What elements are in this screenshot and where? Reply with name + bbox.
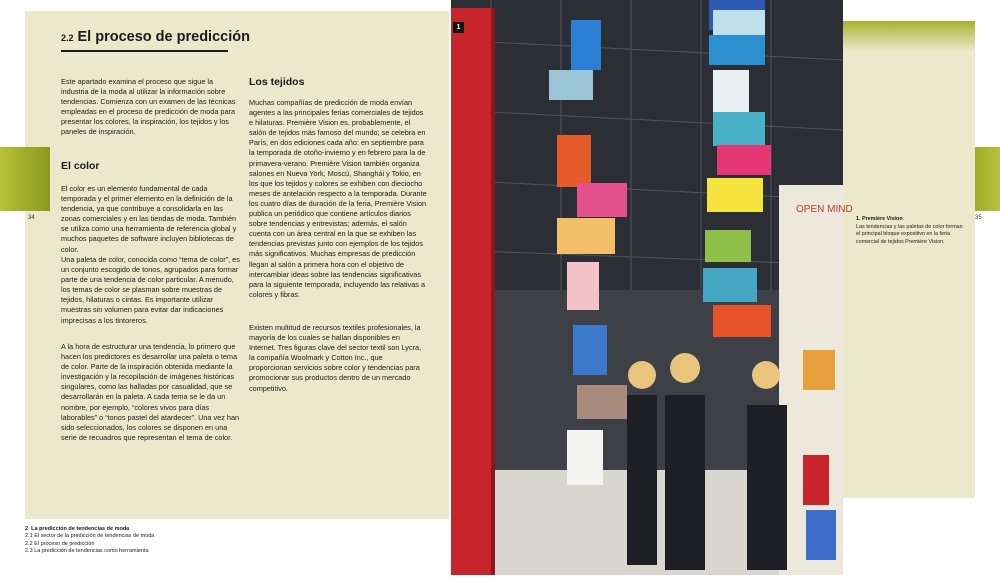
page-number-left: 34 [28,215,35,221]
title-underline [61,50,228,52]
toc-item[interactable] [25,541,188,548]
toc-item-number: 2.3 [25,548,33,555]
intro-paragraph: Este apartado examina el proceso que sigue la industria de la moda al utilizar la información sobre tendencias. Comienza con un examen de las técnicas empleadas en el proceso de predicción de moda para presentar los colores, la inspiración, los tejidos y los paneles de inspiración. [61,77,236,137]
right-page-background [843,21,975,498]
section-title-text: El proceso de predicción [77,29,250,45]
toc-item-label: La predicción de tendencias como herramienta [34,548,149,555]
figure-number: 1 [453,22,464,33]
color-paragraph-3: A la hora de estructurar una tendencia, lo primero que hacen los predictores es desarrollar una paleta o tema de color. Parte de la inspiración obtenida mediante la investigación y la recopilación de imágenes históricas singulares, como las halladas por casualidad, que se desarrollarán en la paleta. A cada tema se le da un nombre, por ejemplo, “colores vivos para días laborables” o “tonos pastel del atardecer”. Una vez han sido seleccionados, los colores se disponen en una serie de recuadros que representan el tema de color. [61,342,240,442]
section-title [61,29,250,45]
toc-item[interactable] [25,533,188,540]
toc-item-label: El proceso de predicción [34,540,95,547]
toc-item[interactable] [25,548,188,555]
toc-item-number: 2 [25,526,29,532]
toc-item-label: La predicción de tendencias de moda [31,526,130,532]
left-green-band [0,147,50,211]
heading-el-color: El color [61,160,100,172]
page-number-right: 35 [975,215,982,221]
color-paragraph-2: Una paleta de color, conocida como “tema de color”, es un conjunto escogido de tonos, agrupados para formar parte de una tendencia de color particular. A menudo, los temas de color se plasman sobre muestras de tejidos, hilaturas o cintas. Es importante utilizar muestras sin volumen para evitar dar indicaciones imprecisas a los tintoreros. [61,255,240,325]
toc-item-label: El sector de la predicción de tendencias de moda [34,533,155,540]
caption-text: Las tendencias y las paletas de color forman el principal bloque expositivo en la feria comercial de tejidos Première Vision. [856,223,963,245]
open-mind-sign: OPEN MIND [796,204,853,215]
section-number: 2.2 [61,33,74,43]
heading-los-tejidos: Los tejidos [249,76,305,88]
trade-fair-photo [451,0,853,575]
toc-item[interactable] [25,526,188,533]
tejidos-paragraph-2: Existen multitud de recursos textiles profesionales, la mayoría de los cuales se hallan disponibles en Internet. Tres figuras clave del sector textil son Lycra, la compañía Woolmark y Cotton Inc., que proporcionan servicios sobre color y tendencias para promocionar sus productos dentro de un mercado competitivo. [249,323,422,393]
right-green-strip [843,21,975,51]
toc-item-number: 2.1 [25,533,33,540]
toc-item-number: 2.2 [25,540,33,547]
photo-illustration [451,0,853,575]
chapter-navigation [25,519,188,574]
color-paragraph-1: El color es un elemento fundamental de cada temporada y el primer elemento en la definición de la tendencia, ya que contribuye a consolidarla en las zonas comerciales y en las tiendas de moda. También se utiliza como una herramienta de referencia global y muchos paquetes de software incluyen bibliotecas de color. [61,184,237,254]
tejidos-paragraph-1: Muchas compañías de predicción de moda envían agentes a las principales ferias comerciales de tejidos e hilaturas. Première Vision es, probablemente, el salón de tejidos más famoso del mundo; se celebra en París, en dos ediciones cada año: en septiembre para la temporada de otoño-invierno y en febrero para la de primavera-verano. Première Vision también organiza salones en Nueva York, Moscú, Shanghái y Tokio, en los que los tejidos y colores se exhiben con dieciocho meses de antelación respecto a la temporada. Durante los cuatro días de duración de la feria, Première Vision publica un periódico que contiene artículos diarios sobre tendencias y entrevistas; además, el salón cuenta con un área central en la que se exhiben las tendencias previstas junto con ejemplos de los tejidos más significativos. Muchas empresas de predicción llegan al salón a primera hora con el objetivo de intercambiar ideas sobre las tendencias significativas para la siguiente temporada, incluyendo las relativas a colores y fibras. [249,98,427,299]
figure-caption [856,216,968,246]
caption-title: 1. Première Vision [856,216,903,222]
